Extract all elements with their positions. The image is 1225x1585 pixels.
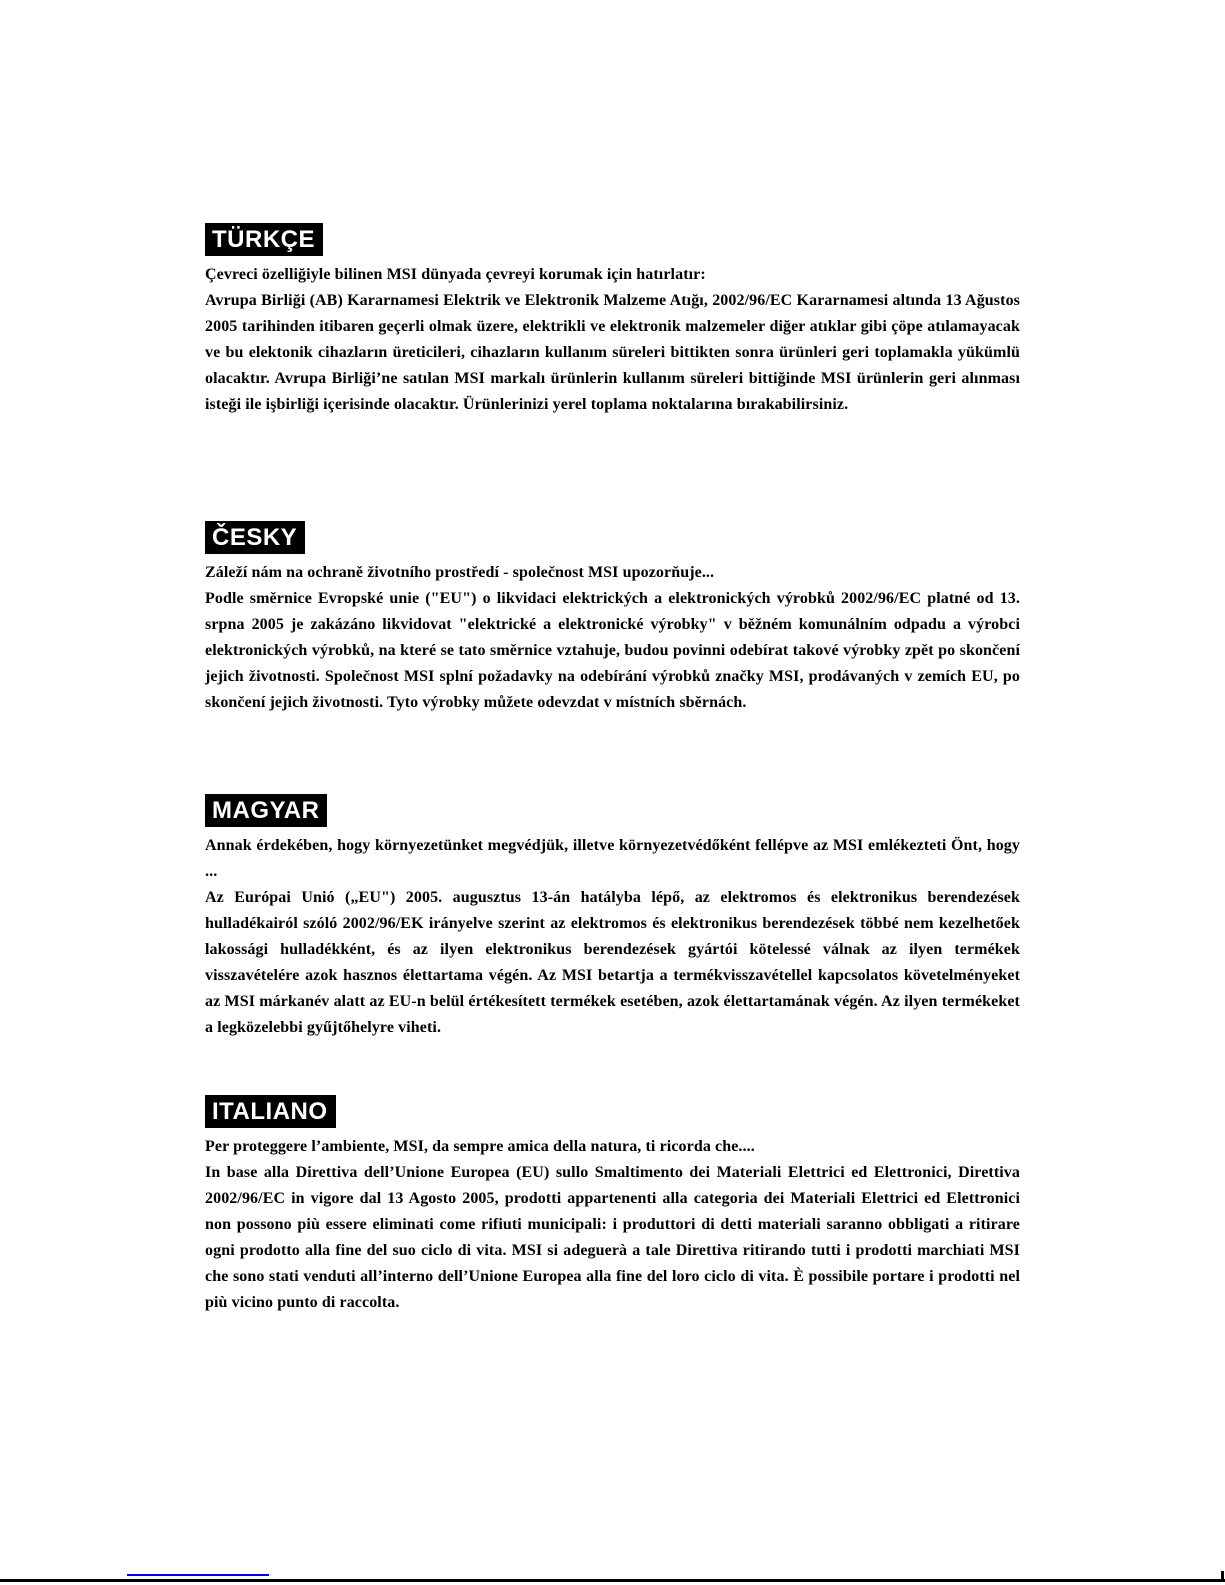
section-header-cesky: ČESKY <box>205 521 305 554</box>
section-header-magyar: MAGYAR <box>205 794 327 827</box>
language-section-magyar <box>205 794 1020 1041</box>
section-header-italiano: ITALIANO <box>205 1095 336 1128</box>
magyar-intro-paragraph: Annak érdekében, hogy környezetünket megvédjük, illetve környezetvédőként fellépve az MSI emlékezteti Önt, hogy ... <box>205 837 1020 880</box>
turkce-body-paragraph: Avrupa Birliği (AB) Kararnamesi Elektrik ve Elektronik Malzeme Atığı, 2002/96/EC Kararnamesi altında 13 Ağustos 2005 tarihinden itibaren geçerli olmak üzere, elektrikli ve elektronik malzemeler diğer atıklar gibi çöpe atılamayacak ve bu elektonik cihazların üreticileri, cihazların kullanım süreleri bittikten sonra ürünleri geri toplamakla yükümlü olacaktır. Avrupa Birliği’ne satılan MSI markalı ürünlerin kullanım süreleri bittiğinde MSI ürünlerin geri alınması isteği ile işbirliği içerisinde olacaktır. Ürünlerinizi yerel toplama noktalarına bırakabilirsiniz. <box>205 292 1020 413</box>
language-section-italiano <box>205 1095 1020 1316</box>
turkce-intro-paragraph: Çevreci özelliğiyle bilinen MSI dünyada çevreyi korumak için hatırlatır: <box>205 266 706 283</box>
italiano-body-paragraph: In base alla Direttiva dell’Unione Europea (EU) sullo Smaltimento dei Materiali Elettrici ed Elettronici, Direttiva 2002/96/EC in vigore dal 13 Agosto 2005, prodotti appartenenti alla categoria dei Materiali Elettrici ed Elettronici non possono più essere eliminati come rifiuti municipali: i produttori di detti materiali saranno obbligati a ritirare ogni prodotto alla fine del suo ciclo di vita. MSI si adeguerà a tale Direttiva ritirando tutti i prodotti marchiati MSI che sono stati venduti all’interno dell’Unione Europea alla fine del loro ciclo di vita. È possibile portare i prodotti nel più vicino punto di raccolta. <box>205 1164 1020 1311</box>
footer-right-corner-tick <box>1221 1571 1224 1582</box>
magyar-body-paragraph: Az Európai Unió („EU") 2005. augusztus 13-án hatályba lépő, az elektromos és elektronikus berendezések hulladékairól szóló 2002/96/EK irányelve szerint az elektromos és elektronikus berendezések többé nem kezelhetőek lakossági hulladékként, és az ilyen elektronikus berendezések gyártói kötelessé válnak az ilyen termékek visszavételére azok hasznos élettartama végén. Az MSI betartja a termékvisszavétellel kapcsolatos követelményeket az MSI márkanév alatt az EU-n belül értékesített termékek esetében, azok élettartamának végén. Az ilyen termékeket a legközelebbi gyűjtőhelyre viheti. <box>205 889 1020 1036</box>
section-header-turkce: TÜRKÇE <box>205 223 323 256</box>
cesky-body-paragraph: Podle směrnice Evropské unie ("EU") o likvidaci elektrických a elektronických výrobků 2002/96/EC platné od 13. srpna 2005 je zakázáno likvidovat "elektrické a elektronické výrobky" v běžném komunálním odpadu a výrobci elektronických výrobků, na které se tato směrnice vztahuje, budou povinni odebírat takové výrobky zpět po skončení jejich životnosti. Společnost MSI splní požadavky na odebírání výrobků značky MSI, prodávaných v zemích EU, po skončení jejich životnosti. Tyto výrobky můžete odevzdat v místních sběrnách. <box>205 590 1020 711</box>
footer-blue-rule <box>127 1574 269 1576</box>
cesky-intro-paragraph: Záleží nám na ochraně životního prostředí - společnost MSI upozorňuje... <box>205 564 715 581</box>
italiano-intro-paragraph: Per proteggere l’ambiente, MSI, da sempre amica della natura, ti ricorda che.... <box>205 1138 755 1155</box>
language-section-cesky <box>205 521 1020 716</box>
footer-black-rule <box>0 1579 1225 1582</box>
language-section-turkce <box>205 223 1020 418</box>
